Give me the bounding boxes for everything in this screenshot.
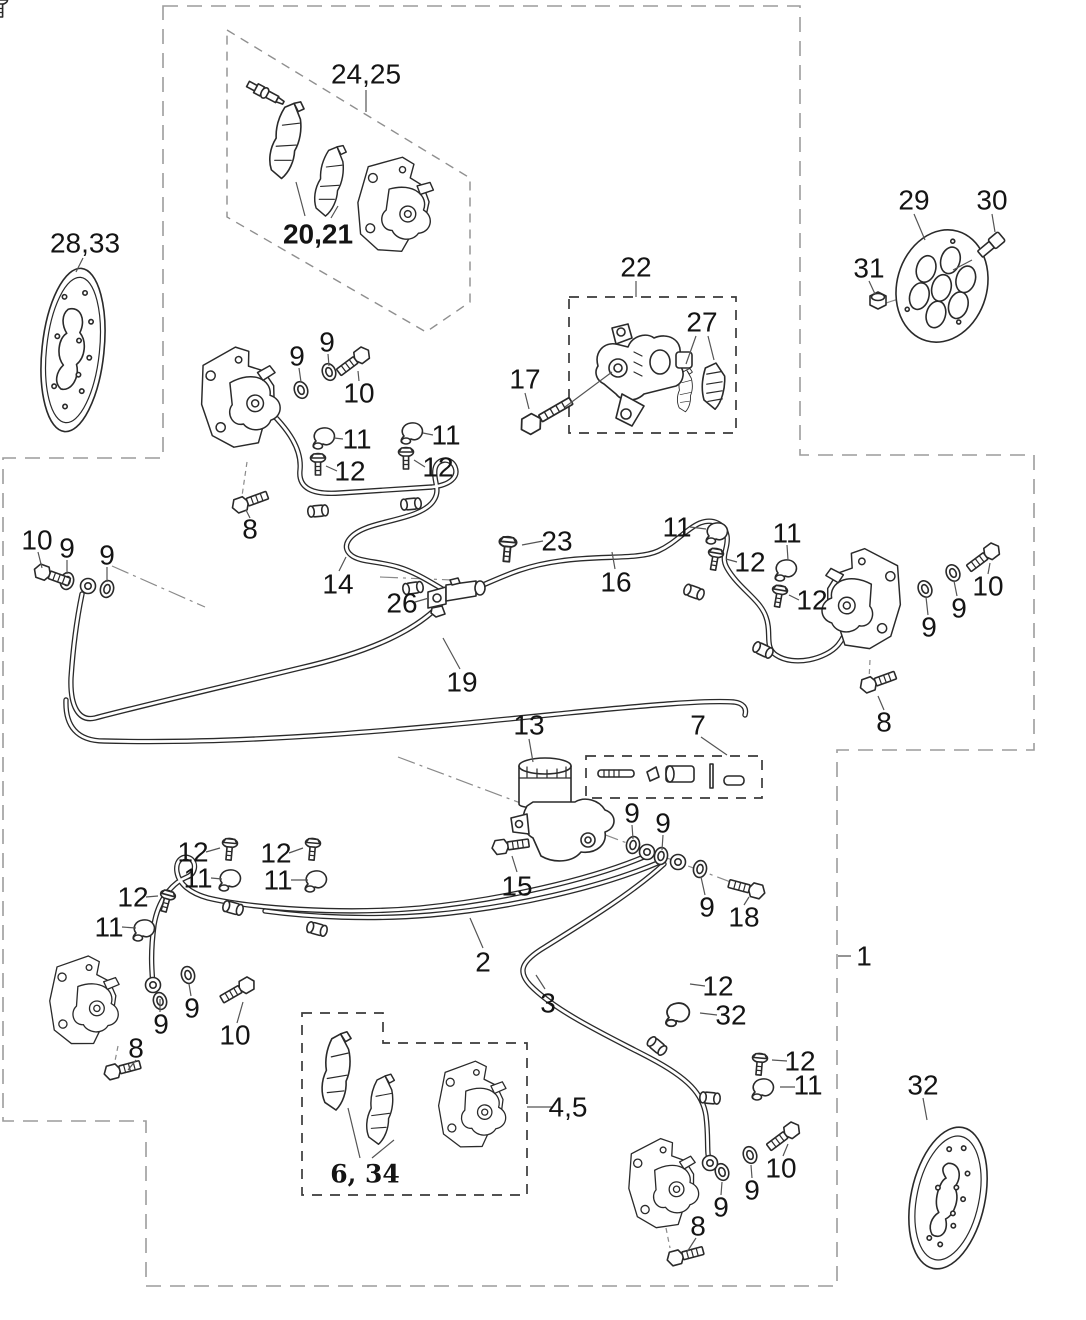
front-right-caliper xyxy=(820,546,905,651)
callout-9-12: 9 xyxy=(744,1174,760,1206)
washer-9 xyxy=(99,579,116,599)
washer-9 xyxy=(180,965,197,985)
callout-9-6: 9 xyxy=(951,592,967,624)
diagram-border xyxy=(3,6,1034,1286)
callout-11-8: 11 xyxy=(793,1069,823,1101)
hose-clamp-11 xyxy=(305,871,326,892)
callout-1: 1 xyxy=(856,940,872,972)
washers-and-eyes xyxy=(59,362,963,1182)
callout-9-3: 9 xyxy=(59,532,75,564)
washer-9 xyxy=(292,380,310,400)
callout-6-34: 6, 34 xyxy=(330,1159,400,1189)
callout-32-1: 32 xyxy=(715,999,747,1031)
callout-8-4: 8 xyxy=(690,1210,706,1242)
hose-eye xyxy=(703,1156,718,1171)
mount-bolt-17 xyxy=(517,393,575,437)
screw-12 xyxy=(751,1053,768,1076)
brake-hoses xyxy=(66,406,880,1164)
callout-27: 27 xyxy=(686,306,718,338)
banjo-bolt-10 xyxy=(32,563,72,589)
disc-bolt-30 xyxy=(976,232,1005,259)
hose-clamp-11 xyxy=(219,870,240,891)
hose-clamp-32 xyxy=(666,1003,689,1026)
callout-9-9: 9 xyxy=(699,891,715,923)
hose-clamp-11 xyxy=(706,523,727,544)
caliper-bolt-8 xyxy=(230,489,270,515)
callout-12-3: 12 xyxy=(734,546,766,578)
callout-10-4: 10 xyxy=(219,1019,251,1051)
brake-pad-21 xyxy=(310,142,350,218)
callout-32-2: 32 xyxy=(907,1069,939,1101)
bleed-screw xyxy=(245,79,285,107)
grommet xyxy=(306,921,329,937)
front-brake-disc-28-33 xyxy=(34,265,113,435)
callout-10-2: 10 xyxy=(21,524,53,556)
callout-2: 2 xyxy=(475,946,491,978)
banjo-bolt-10 xyxy=(218,975,257,1006)
callout-15: 15 xyxy=(501,870,533,902)
callout-11-3: 11 xyxy=(662,511,692,543)
callout-3: 3 xyxy=(540,987,556,1019)
callout-13: 13 xyxy=(513,709,545,741)
brake-pad-27-right xyxy=(700,362,727,410)
screw-12 xyxy=(311,454,326,476)
callout-10-3: 10 xyxy=(972,570,1004,602)
nut-31 xyxy=(870,292,886,309)
callout-29: 29 xyxy=(898,184,930,216)
callout-labels xyxy=(21,59,1007,1242)
rebuild-kit-7 xyxy=(598,764,744,788)
callout-9-13: 9 xyxy=(713,1191,729,1223)
callout-8-2: 8 xyxy=(876,706,892,738)
callout-9-5: 9 xyxy=(921,611,937,643)
callout-23: 23 xyxy=(541,525,573,557)
callout-11-7: 11 xyxy=(94,911,124,943)
hose-eye xyxy=(146,978,161,993)
hose-clamp-11 xyxy=(313,428,334,449)
screw-12 xyxy=(304,838,321,861)
callout-24-25: 24,25 xyxy=(330,58,402,90)
callout-12-6: 12 xyxy=(260,837,292,869)
kit-caliper-4-5 xyxy=(437,1059,509,1149)
callout-12-2: 12 xyxy=(422,451,454,483)
callout-26: 26 xyxy=(386,587,418,619)
hose-clamp-11 xyxy=(752,1079,773,1100)
brake-pad-34 xyxy=(363,1072,397,1146)
callout-9-2: 9 xyxy=(319,326,335,358)
hose-clamp-11 xyxy=(401,423,422,444)
front-left-caliper xyxy=(196,343,284,450)
callout-12-9: 12 xyxy=(784,1045,816,1077)
rear-brake-disc-32 xyxy=(897,1120,999,1276)
callout-9-11: 9 xyxy=(153,1008,169,1040)
screw-12 xyxy=(399,448,414,470)
brake-pad-6 xyxy=(319,1029,355,1111)
banjo-bolt-18 xyxy=(727,877,766,900)
callout-4-5: 4,5 xyxy=(548,1091,588,1123)
callout-8-1: 8 xyxy=(242,513,258,545)
callout-8-3: 8 xyxy=(128,1032,144,1064)
kit-caliper-24-25 xyxy=(352,152,439,256)
brake-pad-20 xyxy=(265,98,308,181)
screw-12 xyxy=(706,547,725,571)
hose-eye xyxy=(81,579,96,594)
union-bolt-23 xyxy=(498,536,517,562)
callout-17: 17 xyxy=(509,363,541,395)
brake-disc-29 xyxy=(883,219,1001,353)
callout-31: 31 xyxy=(853,252,885,284)
callout-12-4: 12 xyxy=(796,584,828,616)
grommet xyxy=(307,505,328,518)
screw-12 xyxy=(770,584,789,608)
callout-12-5: 12 xyxy=(177,836,209,868)
callout-28-33: 28,33 xyxy=(49,227,121,259)
washer-9 xyxy=(741,1145,759,1165)
callout-11-1: 11 xyxy=(342,423,372,455)
grommet xyxy=(400,498,421,511)
callout-9-8: 9 xyxy=(655,807,671,839)
rear-left-caliper xyxy=(47,954,122,1047)
hose-eye xyxy=(640,845,655,860)
callout-14: 14 xyxy=(322,568,354,600)
banjo-bolt-10 xyxy=(335,345,373,378)
callout-11-2: 11 xyxy=(431,419,461,451)
callout-9-10: 9 xyxy=(184,992,200,1024)
callout-10-5: 10 xyxy=(765,1152,797,1184)
callout-10-1: 10 xyxy=(343,377,375,409)
screw-12 xyxy=(0,0,8,17)
callout-18: 18 xyxy=(728,901,760,933)
washer-9 xyxy=(944,563,963,584)
callout-20-21: 20,21 xyxy=(282,218,354,250)
caliper-bolt-8 xyxy=(858,669,898,695)
callout-9-7: 9 xyxy=(624,797,640,829)
callout-12-1: 12 xyxy=(334,455,366,487)
banjo-bolt-10 xyxy=(765,1120,803,1153)
callout-30: 30 xyxy=(976,184,1008,216)
callout-12-8: 12 xyxy=(702,970,734,1002)
hose-eye xyxy=(671,855,686,870)
callout-11-4: 11 xyxy=(772,517,802,549)
grommet xyxy=(646,1035,669,1057)
screw-12 xyxy=(221,838,238,861)
callout-11-5: 11 xyxy=(183,862,213,894)
washer-9 xyxy=(916,579,935,600)
callout-16: 16 xyxy=(600,566,632,598)
callout-9-4: 9 xyxy=(99,539,115,571)
banjo-bolt-10 xyxy=(965,541,1003,574)
mount-bolt-15 xyxy=(491,836,530,855)
callout-19: 19 xyxy=(446,666,478,698)
washer-9 xyxy=(653,847,669,866)
washer-9 xyxy=(692,860,708,879)
caliper-bolt-8 xyxy=(665,1244,704,1267)
callout-11-6: 11 xyxy=(263,864,293,896)
leader-lines xyxy=(38,90,995,1252)
callout-9-1: 9 xyxy=(289,340,305,372)
grommet xyxy=(683,583,706,600)
rear-master-cylinder-22 xyxy=(596,324,692,426)
callout-22: 22 xyxy=(620,251,652,283)
callout-12-7: 12 xyxy=(117,881,149,913)
grommet xyxy=(699,1092,720,1105)
hose-clamp-11 xyxy=(775,560,796,581)
callout-7: 7 xyxy=(690,709,706,741)
